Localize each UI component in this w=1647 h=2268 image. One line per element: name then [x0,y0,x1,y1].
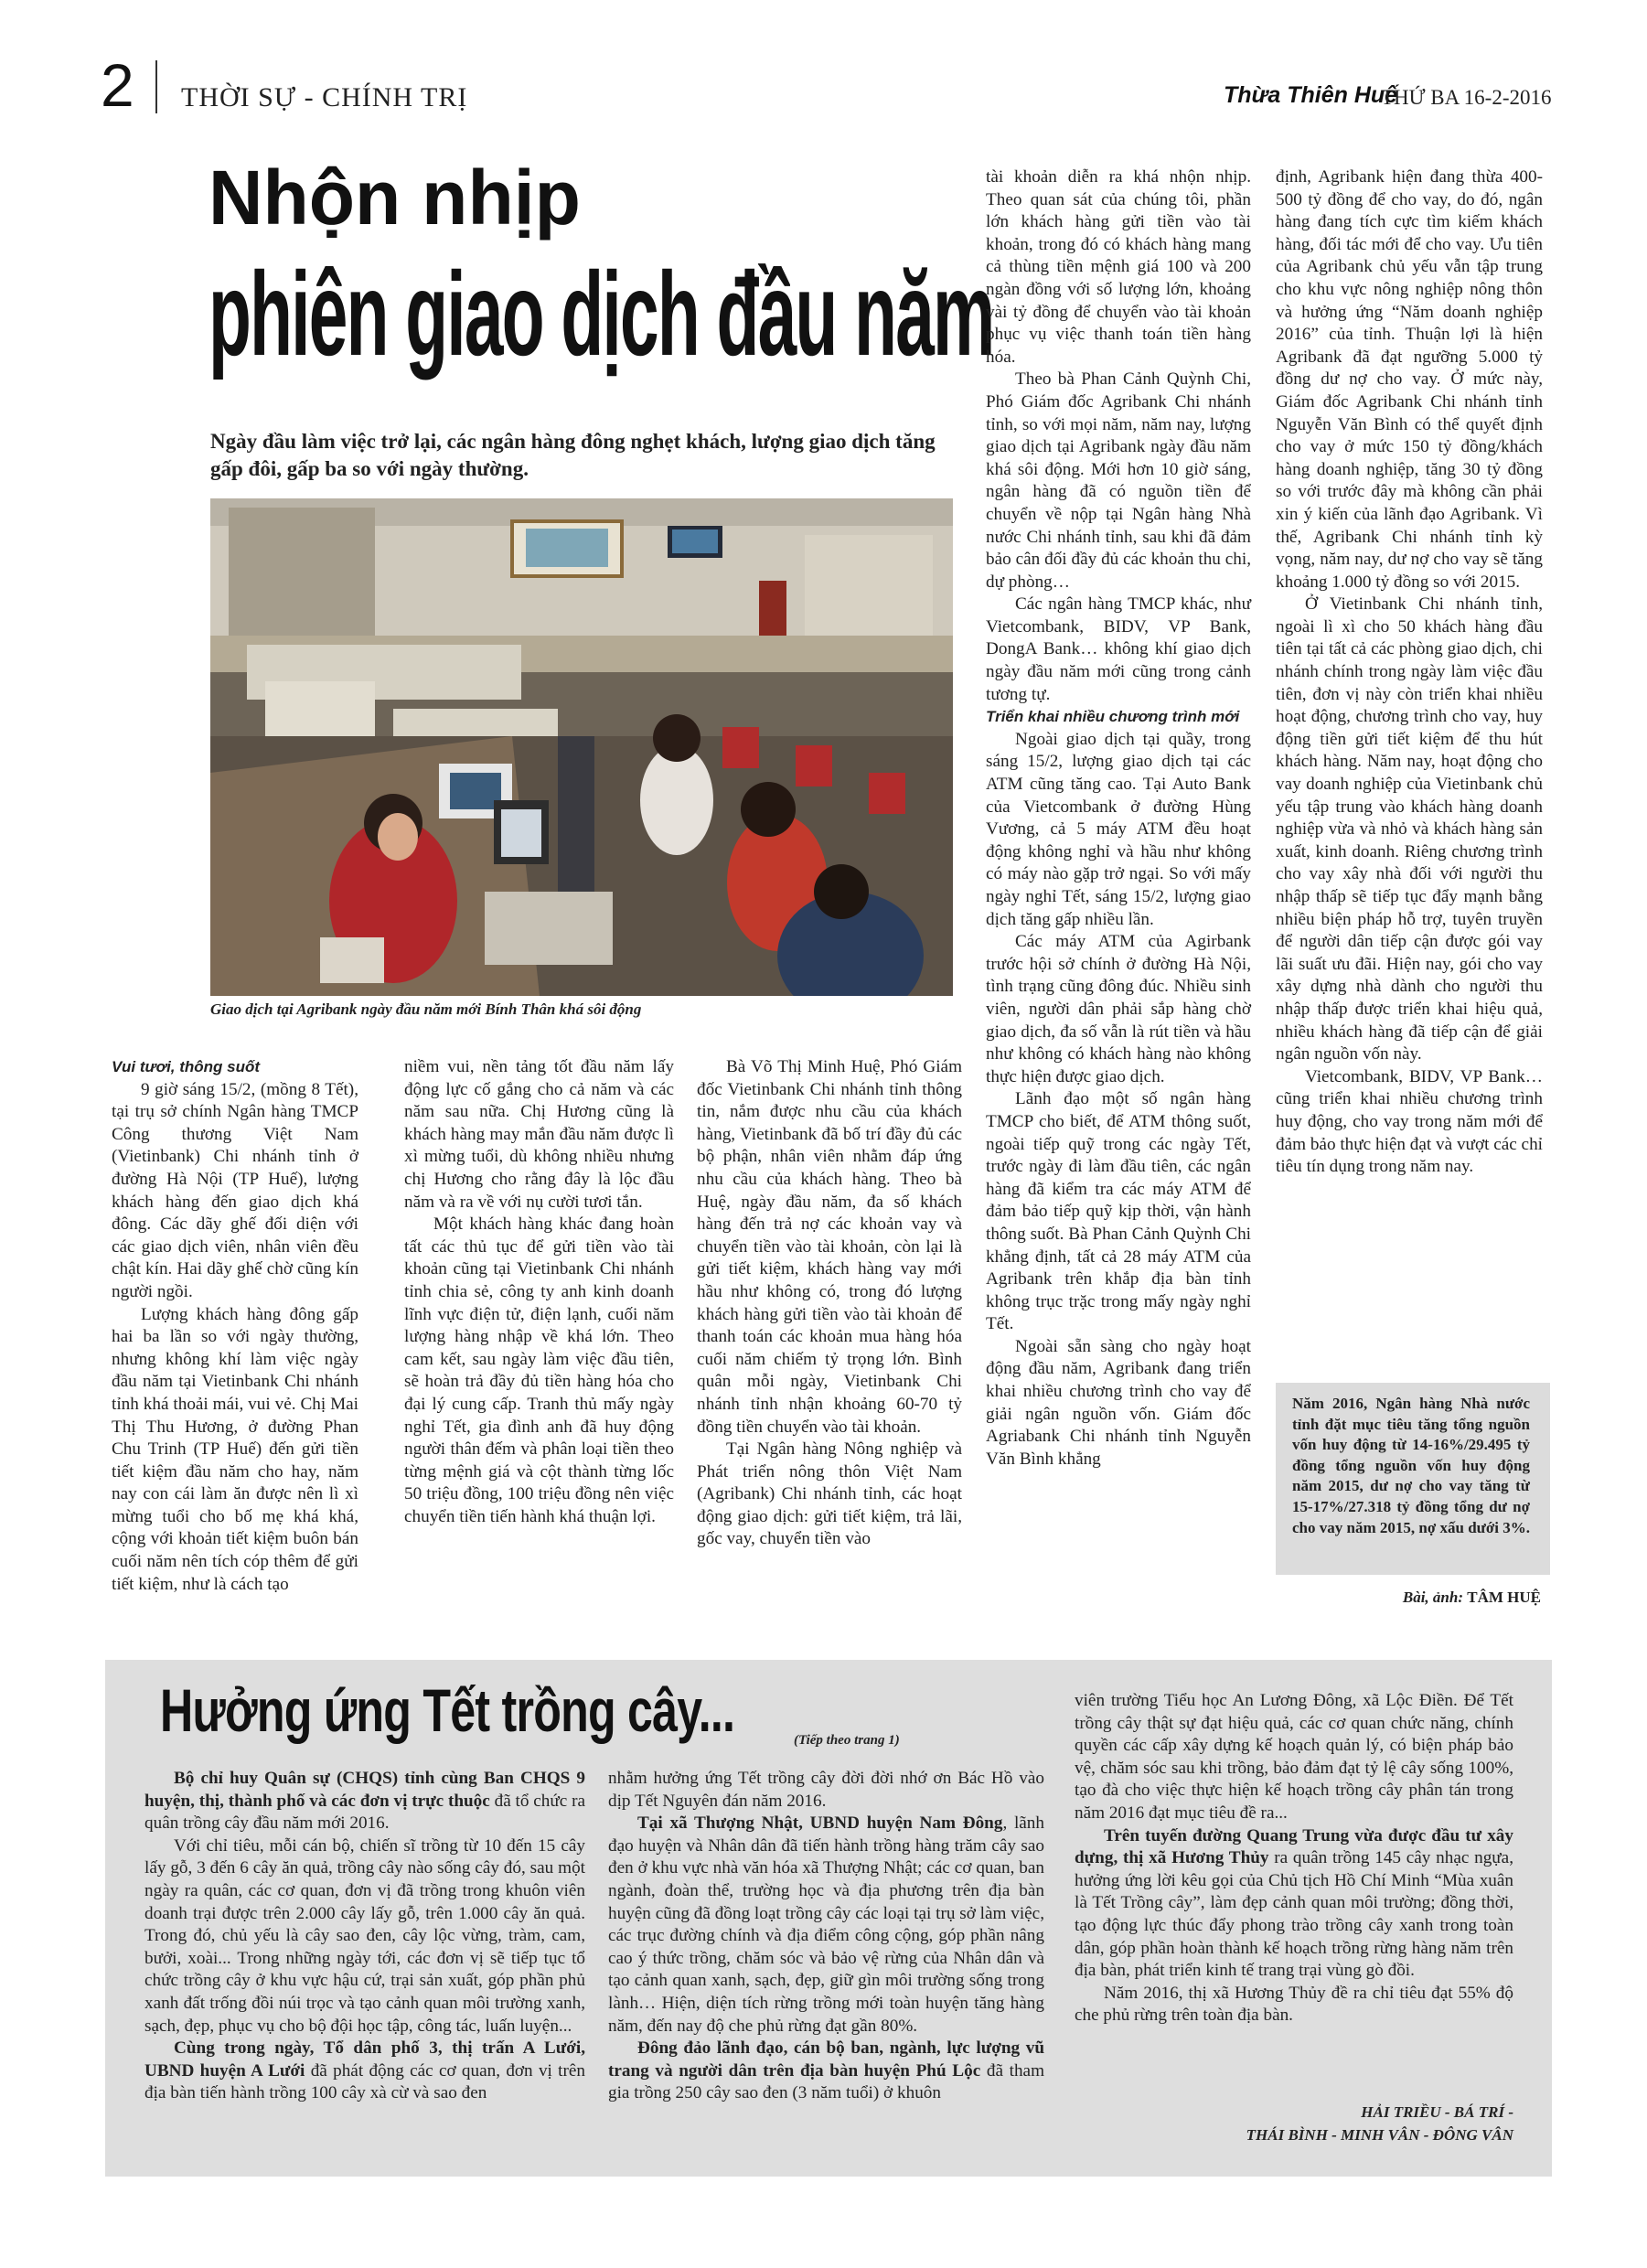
subheading: Triển khai nhiều chương trình mới [986,708,1240,726]
paragraph: 9 giờ sáng 15/2, (mồng 8 Tết), tại trụ sở chính Ngân hàng TMCP Công thương Việt Nam (Vietinbank) Chi nhánh tỉnh ở đường Hà Nội (TP Huế), lượng khách hàng đến giao dịch khá đông. Các dãy ghế đối diện với các giao dịch viên, nhân viên đều chật kín. Hai dãy ghế chờ cũng kín người ngồi. [112,1079,358,1301]
paragraph: Vietcombank, BIDV, VP Bank… cũng triển khai nhiều chương trình huy động, cho vay trong năm mới để đảm bảo thực hiện đạt và vượt các chỉ tiêu tín dụng trong năm nay. [1276,1066,1544,1177]
article2-col3 [1075,1690,1513,2027]
article2-byline-1: HẢI TRIỀU - BÁ TRÍ - [1361,2103,1513,2121]
lead-paragraph: Ngày đầu làm việc trở lại, các ngân hàng đông nghẹt khách, lượng giao dịch tăng gấp đôi, gấp ba so với ngày thường. [210,430,936,480]
article2-byline-2: THÁI BÌNH - MINH VÂN - ĐÔNG VÂN [1246,2126,1513,2144]
paragraph: Một khách hàng khác đang hoàn tất các thủ tục để gửi tiền vào tài khoản cũng tại Vietinbank Chi nhánh tỉnh chia sẻ, công ty anh kinh doanh lĩnh vực điện tử, điện lạnh, cuối năm lượng hàng nhập về khá lớn. Theo cam kết, sau ngày làm việc đầu tiên, sẽ hoàn trả đầy đủ tiền hàng hóa cho đại lý cung cấp. Tranh thủ mấy ngày nghỉ Tết, gia đình anh đã huy động người thân đếm và phân loại tiền theo từng mệnh giá và cột thành từng lốc 50 triệu đồng, 100 triệu đồng nên việc chuyển tiền tiến hành khá thuận lợi. [404,1214,674,1526]
lead-in: Tại xã Thượng Nhật, UBND huyện Nam Đông [637,1813,1003,1834]
byline-prefix: Bài, ảnh: [1402,1589,1463,1606]
lead-in: Đông đảo lãnh đạo, cán bộ ban, ngành, lực lượng vũ trang và người dân trên địa bàn huyện Phú Lộc [608,2038,1044,2081]
publication-name: Thừa Thiên Huế [1224,82,1398,108]
paragraph: Các ngân hàng TMCP khác, như Vietcombank, BIDV, VP Bank, DongA Bank… không khí giao dịch ngày đầu năm mới cũng trong cảnh tương tự. [986,594,1251,704]
article2-col1 [144,1768,585,2105]
lead-in: Trên tuyến đường Quang Trung vừa được đầu tư xây dựng, thị xã Hương Thủy [1075,1825,1513,1868]
paragraph: Các máy ATM của Agirbank trước hội sở chính ở đường Hà Nội, tình trạng cũng đông đúc. Nhiều sinh viên, người dân phải sắp hàng chờ giao dịch, đa số vẫn là rút tiền và hầu như không có khách hàng nào không thực hiện được giao dịch. [986,932,1251,1086]
paragraph [144,1768,585,1835]
headline-line2: phiên giao dịch đầu năm [209,247,994,380]
paragraph: Ngoài giao dịch tại quầy, trong sáng 15/2, lượng giao dịch tại các ATM cũng tăng cao. Tại Auto Bank của Vietcombank ở đường Hùng Vương, cả 5 máy ATM đều hoạt động không nghỉ và hầu như không có máy nào gặp trở ngại. So với mấy ngày nghỉ Tết, sáng 15/2, lượng giao dịch tăng gấp nhiều lần. [986,729,1251,929]
paragraph [1075,1825,1513,1983]
paragraph: tài khoản diễn ra khá nhộn nhịp. Theo quan sát của chúng tôi, phần lớn khách hàng gửi tiền vào tài khoản, trong đó có khách hàng mang cả thùng tiền mệnh giá 100 và 200 ngàn đồng với số lượng lớn, khoảng vài tỷ đồng để chuyển vào tài khoản phục vụ việc thanh toán tiền hàng hóa. [986,167,1251,367]
paragraph: Theo bà Phan Cảnh Quỳnh Chi, Phó Giám đốc Agribank Chi nhánh tỉnh, so với mọi năm, năm nay, lượng giao dịch tại Agribank ngày đầu năm khá sôi động. Mới hơn 10 giờ sáng, ngân hàng đã có nguồn tiền để chuyển về nộp tại Ngân hàng Nhà nước Chi nhánh tỉnh, sau khi đã đảm bảo cân đối đầy đủ các khoản thu chi, dự phòng… [986,369,1251,592]
paragraph-text: đã tổ chức ra quân trồng cây đầu năm mới 2016. [144,1791,585,1834]
article1-col4 [986,166,1251,1471]
paragraph: Ở Vietinbank Chi nhánh tỉnh, ngoài lì xì cho 50 khách hàng đầu tiên tại tất cả các phòng giao dịch, chi nhánh chính trong ngày làm việc đầu tiên, đơn vị này còn triển khai nhiều hoạt động, chương trình cho vay, huy động tiền gửi tiết kiệm để thu hút khách hàng. Năm nay, hoạt động cho vay doanh nghiệp của Vietinbank chủ yếu tập trung vào khách hàng doanh nghiệp vừa và nhỏ và khách hàng sản xuất, kinh doanh. Riêng chương trình cho vay xây nhà đối với người thu nhập thấp sẽ tiếp tục đẩy mạnh bằng nhiều biện pháp hỗ trợ, tuyên truyền để người dân tiếp cận được gói vay lãi suất ưu đãi. Hiện nay, gói cho vay xây dựng nhà dành cho người thu nhập thấp được triển khai hiệu quả, nhiều khách hàng đã tiếp cận để giải ngân nguồn vốn này. [1276,594,1543,1064]
paragraph [144,2038,585,2105]
paragraph: Ngoài sẵn sàng cho ngày hoạt động đầu năm, Agribank đang triển khai nhiều chương trình cho vay để giải ngân nguồn vốn. Giám đốc Agriabank Chi nhánh tỉnh Nguyễn Văn Bình khẳng [986,1336,1251,1469]
article2-col2 [608,1768,1044,2105]
byline-author: TÂM HUỆ [1467,1589,1541,1606]
article2-continued: (Tiếp theo trang 1) [794,1733,900,1748]
article1-col2 [404,1056,674,1528]
paragraph: Tại Ngân hàng Nông nghiệp và Phát triển nông thôn Việt Nam (Agribank) Chi nhánh tỉnh, các hoạt động giao dịch: gửi tiết kiệm, trả lãi, gốc vay, chuyển tiền vào [697,1439,962,1549]
paragraph [608,1813,1044,2038]
paragraph-text: ra quân trồng 145 cây nhạc ngựa, hưởng ứng lời kêu gọi của Chủ tịch Hồ Chí Minh “Mùa xuân là Tết Trồng cây”, làm đẹp cảnh quan môi trường; đồng thời, tạo động lực thúc đẩy phong trào trồng cây xanh trong toàn dân, góp phần hoàn thành kế hoạch trồng rừng hàng năm trên địa bàn, phát triển kinh tế trang trại vùng gò đồi. [1075,1848,1513,1981]
byline-article1 [1276,1589,1541,1607]
subheading: Vui tươi, thông suốt [112,1058,261,1075]
section-label: THỜI SỰ - CHÍNH TRỊ [181,82,468,112]
info-box [1276,1383,1550,1575]
paragraph: Lượng khách hàng đông gấp hai ba lần so với ngày thường, nhưng không khí làm việc ngày đầu năm tại Vietinbank Chi nhánh tỉnh khá thoải mái, vui vẻ. Chị Mai Thị Thu Hương, ở đường Phan Chu Trinh (TP Huế) đến gửi tiền tiết kiệm đầu năm cho hay, năm nay con cái làm ăn được nên lì xì mừng tuổi cho bố mẹ khá khá, cộng với khoản tiết kiệm buôn bán cuối năm nên tích cóp thêm để gửi tiết kiệm, như là cách tạo [112,1304,358,1594]
paragraph: Với chỉ tiêu, mỗi cán bộ, chiến sĩ trồng từ 10 đến 15 cây lấy gỗ, 3 đến 6 cây ăn quả, trồng cây nào sống cây đó, sau một ngày ra quân, các cơ quan, đơn vị đã trồng trong khuôn viên doanh trại được trên 2.000 cây lấy gỗ, trên 1.000 cây ăn quả. Trong đó, chủ yếu là cây sao đen, cây lộc vừng, tràm, cam, bưởi, xoài... Trong những ngày tới, các đơn vị sẽ tiếp tục tổ chức trồng cây ở khu vực hậu cứ, trại sản xuất, góp phần phủ xanh đất trống đồi núi trọc và tạo cảnh quan môi trường xanh, sạch, đẹp, phục vụ cho bộ đội học tập, công tác, luấn luyện... [144,1835,585,2036]
issue-date: THỨ BA 16-2-2016 [1381,86,1552,109]
paragraph: niềm vui, nền tảng tốt đầu năm lấy động lực cố gắng cho cả năm và các năm sau nữa. Chị Hương cũng là khách hàng may mắn đầu năm được lì xì mừng tuổi, dù không nhiều nhưng chị Hương cho rằng đây là lộc đầu năm và ra về với nụ cười tươi tắn. [404,1057,674,1212]
paragraph-text: đã tham gia trồng 250 cây sao đen (3 năm tuổi) ở khuôn [608,2060,1044,2103]
paragraph: định, Agribank hiện đang thừa 400-500 tỷ đồng để cho vay, do đó, ngân hàng đang tích cực tìm kiếm khách hàng, đối tác mới để cho vay. Ưu tiên của Agribank chủ yếu vẫn tập trung cho khu vực nông nghiệp nông thôn và hưởng ứng “Năm doanh nghiệp 2016” của tỉnh. Thuận lợi là hiện Agribank đã đạt ngưỡng 5.000 tỷ đồng dư nợ cho vay. Ở mức này, Giám đốc Agribank Chi nhánh tỉnh Nguyễn Văn Bình có thể quyết định cho vay ở mức 150 tỷ đồng/khách hàng doanh nghiệp, tăng 30 tỷ đồng so với trước đây mà không cần phải xin ý kiến của lãnh đạo Agribank. Vì thế, Agribank Chi nhánh tỉnh kỳ vọng, năm nay, dư nợ cho vay sẽ tăng khoảng 1.000 tỷ đồng so với 2015. [1276,167,1543,592]
photo-caption: Giao dịch tại Agribank ngày đầu năm mới Bính Thân khá sôi động [210,1000,642,1018]
bank-interior-image [210,498,953,996]
paragraph: nhằm hưởng ứng Tết trồng cây đời đời nhớ ơn Bác Hồ vào dịp Tết Nguyên đán năm 2016. [608,1769,1044,1811]
paragraph: Năm 2016, thị xã Hương Thủy đề ra chỉ tiêu đạt 55% độ che phủ rừng trên toàn địa bàn. [1075,1983,1513,2026]
paragraph-text: , lãnh đạo huyện và Nhân dân đã tiến hành trồng hàng trăm cây sao đen ở khu vực nhà văn hóa xã Thượng Nhật; các cơ quan, ban ngành, đoàn thể, trường học và địa phương trên địa bàn huyện cũng đã đồng loạt trồng cây các loại tại trụ sở làm việc, các trục đường chính và địa điểm công cộng, góp phần nâng cao ý thức trồng, chăm sóc và bảo vệ rừng của Nhân dân và tạo cảnh quan xanh, sạch, đẹp, giữ gìn môi trường sống trong lành… Hiện, diện tích rừng trồng mới toàn huyện tăng hàng năm, đến nay độ che phủ rừng đạt gần 80%. [608,1813,1044,2036]
header-divider [155,60,157,113]
article1-col5 [1276,166,1543,1179]
paragraph-text: đã phát động các cơ quan, đơn vị trên địa bàn tiến hành trồng 100 cây xà cừ và sao đen [144,2060,586,2103]
lead-in: Bộ chỉ huy Quân sự (CHQS) tỉnh cùng Ban CHQS 9 huyện, thị, thành phố và các đơn vị trực thuộc [144,1769,585,1811]
paragraph [608,2038,1044,2105]
article1-col1 [112,1056,358,1596]
article1-col3 [697,1056,962,1551]
page-number: 2 [101,51,134,119]
paragraph: viên trường Tiểu học An Lương Đông, xã Lộc Điền. Để Tết trồng cây thật sự đạt hiệu quả, các cơ quan chức năng, chính quyền các cấp xây dựng kế hoạch quản lý, có biện pháp bảo vệ, chăm sóc sau khi trồng, bảo đảm đạt tỷ lệ cây sống 100%, tạo đà cho việc thực hiện kế hoạch trồng cây phân tán trong năm 2016 đạt mục tiêu đề ra... [1075,1691,1513,1823]
info-box-text: Năm 2016, Ngân hàng Nhà nước tỉnh đặt mục tiêu tăng tổng nguồn vốn huy động từ 14-16%/29.495 tỷ đồng tổng nguồn vốn huy động năm 2015, dư nợ cho vay tăng từ 15-17%/27.318 tỷ đồng tổng dư nợ cho vay năm 2015, nợ xấu dưới 3%. [1292,1395,1530,1536]
paragraph: Bà Võ Thị Minh Huệ, Phó Giám đốc Vietinbank Chi nhánh tỉnh thông tin, nắm được nhu cầu của khách hàng, Vietinbank đã bố trí đầy đủ các bộ phận, nhân viên nhằm đáp ứng nhu cầu của khách hàng. Theo bà Huệ, ngày đầu năm, đa số khách hàng đến trả nợ các khoản vay và chuyển tiền vào tài khoản, còn lại là gửi tiết kiệm, khách hàng vay mới hầu như không có, trong đó lượng khách hàng gửi tiền vào tài khoản để thanh toán các khoản mua hàng hóa cuối năm chiếm tỷ trọng lớn. Bình quân mỗi ngày, Vietinbank Chi nhánh tỉnh nhận khoảng 60-70 tỷ đồng tiền chuyển vào tài khoản. [697,1057,962,1437]
lead-in: Cùng trong ngày, Tổ dân phố 3, thị trấn A Lưới, UBND huyện A Lưới [144,2038,585,2081]
bank-photo [210,498,953,996]
headline-line1: Nhộn nhịp [209,155,581,241]
article2-title: Hưởng ứng Tết trồng cây... [160,1676,735,1744]
paragraph: Lãnh đạo một số ngân hàng TMCP cho biết, để ATM thông suốt, ngoài tiếp quỹ trong các ngày Tết, trước ngày đi làm đầu tiên, các ngân hàng đã kiểm tra các máy ATM để đảm bảo tiếp quỹ kịp thời, vận hành thông suốt. Bà Phan Cảnh Quỳnh Chi khẳng định, tất cả 28 máy ATM của Agribank trên khắp địa bàn tỉnh không trục trặc trong mấy ngày nghỉ Tết. [986,1089,1251,1334]
